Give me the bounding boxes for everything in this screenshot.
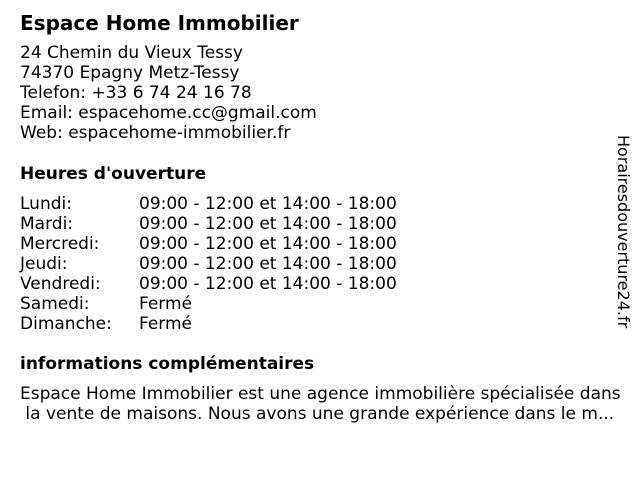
business-name: Espace Home Immobilier (20, 11, 299, 35)
hours-time: 09:00 - 12:00 et 14:00 - 18:00 (139, 234, 397, 254)
description (20, 384, 635, 424)
hours-time: 09:00 - 12:00 et 14:00 - 18:00 (139, 194, 397, 214)
website: Web: espacehome-immobilier.fr (20, 123, 291, 143)
hours-day: Mercredi: (20, 234, 100, 254)
address-line-2: 74370 Epagny Metz-Tessy (20, 63, 240, 83)
address-line-1: 24 Chemin du Vieux Tessy (20, 43, 243, 63)
hours-time: 09:00 - 12:00 et 14:00 - 18:00 (139, 254, 397, 274)
hours-day: Lundi: (20, 194, 72, 214)
hours-day: Vendredi: (20, 274, 101, 294)
hours-row-vendredi (20, 274, 397, 294)
watermark-text: Horairesdouverture24.fr (614, 135, 633, 329)
contact-block (20, 43, 317, 143)
email: Email: espacehome.cc@gmail.com (20, 103, 317, 123)
hours-row-samedi (20, 294, 397, 314)
hours-row-lundi (20, 194, 397, 214)
description-line-2: la vente de maisons. Nous avons une grande expérience dans le m... (20, 404, 615, 424)
hours-day: Samedi: (20, 294, 90, 314)
hours-time: Fermé (139, 314, 193, 334)
hours-row-dimanche (20, 314, 397, 334)
info-heading: informations complémentaires (20, 354, 315, 374)
hours-row-mardi (20, 214, 397, 234)
phone: Telefon: +33 6 74 24 16 78 (20, 83, 252, 103)
hours-heading: Heures d'ouverture (20, 164, 207, 184)
hours-row-jeudi (20, 254, 397, 274)
hours-table (20, 194, 397, 334)
description-line-1: Espace Home Immobilier est une agence immobilière spécialisée dans (20, 384, 621, 404)
watermark (609, 135, 639, 345)
hours-row-mercredi (20, 234, 397, 254)
hours-time: 09:00 - 12:00 et 14:00 - 18:00 (139, 274, 397, 294)
hours-time: 09:00 - 12:00 et 14:00 - 18:00 (139, 214, 397, 234)
hours-day: Jeudi: (20, 254, 68, 274)
hours-day: Dimanche: (20, 314, 112, 334)
hours-day: Mardi: (20, 214, 74, 234)
hours-time: Fermé (139, 294, 193, 314)
